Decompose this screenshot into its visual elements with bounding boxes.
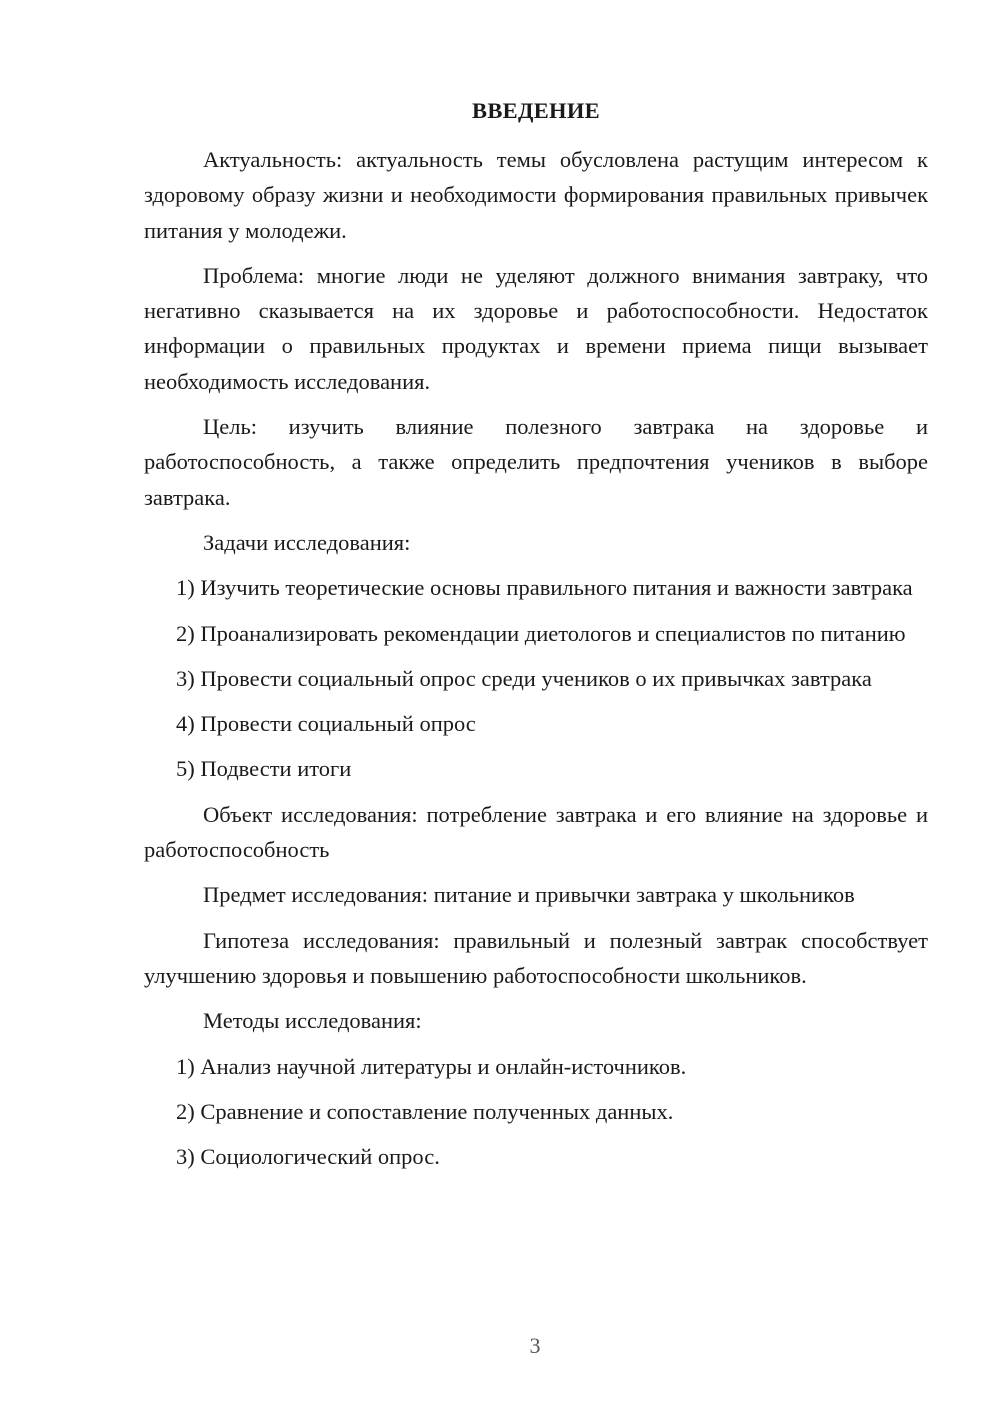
task-item: 2) Проанализировать рекомендации диетологов и специалистов по питанию — [176, 620, 906, 646]
relevance-paragraph: Актуальность: актуальность темы обусловлена растущим интересом к здоровому образу жизни и необходимости формирования правильных привычек питания у молодежи. — [144, 147, 928, 243]
task-item: 4) Провести социальный опрос — [176, 711, 476, 737]
section-heading: ВВЕДЕНИЕ — [472, 98, 600, 123]
method-item: 3) Социологический опрос. — [176, 1144, 440, 1170]
hypothesis-paragraph: Гипотеза исследования: правильный и полезный завтрак способствует улучшению здоровья и повышению работоспособности школьников. — [144, 927, 928, 988]
task-item: 3) Провести социальный опрос среди учеников о их привычках завтрака — [176, 665, 872, 691]
problem-paragraph: Проблема: многие люди не уделяют должного внимания завтраку, что негативно сказывается на их здоровье и работоспособности. Недостаток информации о правильных продуктах и времени приема пищи вызывает необходимость исследования. — [144, 262, 928, 394]
methods-heading: Методы исследования: — [203, 1008, 422, 1034]
task-item: 1) Изучить теоретические основы правильного питания и важности завтрака — [176, 575, 913, 601]
method-item: 2) Сравнение и сопоставление полученных данных. — [176, 1098, 674, 1124]
object-paragraph: Объект исследования: потребление завтрака и его влияние на здоровье и работоспособность — [144, 801, 928, 863]
task-item: 5) Подвести итоги — [176, 756, 352, 782]
document-page — [144, 94, 928, 1184]
goal-paragraph: Цель: изучить влияние полезного завтрака на здоровье и работоспособность, а также определить предпочтения учеников в выборе завтрака. — [144, 414, 928, 510]
method-item: 1) Анализ научной литературы и онлайн-источников. — [176, 1053, 687, 1079]
page-number: 3 — [529, 1333, 541, 1358]
tasks-heading: Задачи исследования: — [203, 529, 411, 555]
subject-paragraph: Предмет исследования: питание и привычки завтрака у школьников — [203, 882, 855, 908]
